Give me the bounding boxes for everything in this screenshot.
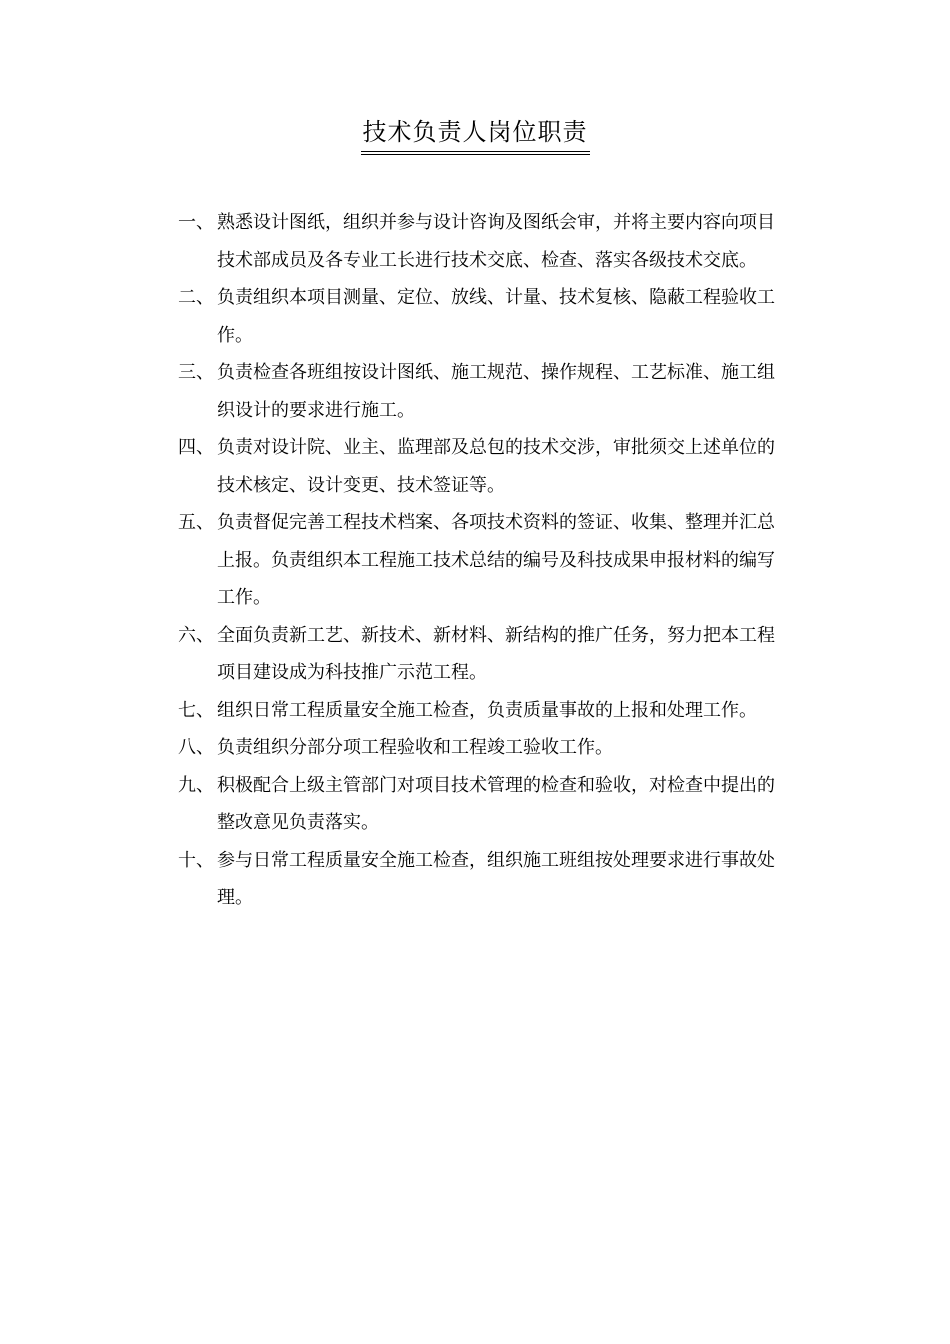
title-wrapper <box>0 116 950 155</box>
item-number: 七、 <box>178 699 214 721</box>
list-item <box>178 204 818 279</box>
item-text: 全面负责新工艺、新技术、新材料、新结构的推广任务，努力把本工程 项目建设成为科技推广示范工程。 <box>217 624 775 683</box>
item-number: 一、 <box>178 212 214 233</box>
item-number: 三、 <box>178 362 214 383</box>
list-item <box>178 354 818 429</box>
list-item <box>178 767 818 842</box>
item-number: 五、 <box>178 512 214 533</box>
item-text: 负责检查各班组按设计图纸、施工规范、操作规程、工艺标准、施工组 织设计的要求进行施工。 <box>217 362 775 421</box>
item-number: 二、 <box>178 287 214 308</box>
item-text: 积极配合上级主管部门对项目技术管理的检查和验收，对检查中提出的 整改意见负责落实。 <box>217 774 775 833</box>
item-text: 熟悉设计图纸，组织并参与设计咨询及图纸会审，并将主要内容向项目 技术部成员及各专业工长进行技术交底、检查、落实各级技术交底。 <box>217 212 775 271</box>
item-text: 负责对设计院、业主、监理部及总包的技术交涉，审批须交上述单位的 技术核定、设计变更、技术签证等。 <box>217 437 775 496</box>
list-item <box>178 729 818 767</box>
item-number: 四、 <box>178 437 214 458</box>
item-number: 八、 <box>178 737 214 758</box>
list-item <box>178 279 818 354</box>
item-text: 负责督促完善工程技术档案、各项技术资料的签证、收集、整理并汇总 上报。负责组织本工程施工技术总结的编号及科技成果申报材料的编写 工作。 <box>217 512 775 608</box>
duty-list <box>178 204 818 917</box>
item-text: 组织日常工程质量安全施工检查，负责质量事故的上报和处理工作。 <box>217 699 757 721</box>
item-text: 参与日常工程质量安全施工检查，组织施工班组按处理要求进行事故处 理。 <box>217 849 775 908</box>
page-title: 技术负责人岗位职责 <box>361 116 590 155</box>
item-number: 九、 <box>178 774 214 796</box>
item-number: 六、 <box>178 624 214 646</box>
list-item <box>178 429 818 504</box>
list-item <box>178 842 818 917</box>
list-item <box>178 692 818 730</box>
item-text: 负责组织分部分项工程验收和工程竣工验收工作。 <box>217 737 613 758</box>
item-text: 负责组织本项目测量、定位、放线、计量、技术复核、隐蔽工程验收工 作。 <box>217 287 775 346</box>
item-number: 十、 <box>178 849 214 871</box>
list-item <box>178 617 818 692</box>
list-item <box>178 504 818 617</box>
